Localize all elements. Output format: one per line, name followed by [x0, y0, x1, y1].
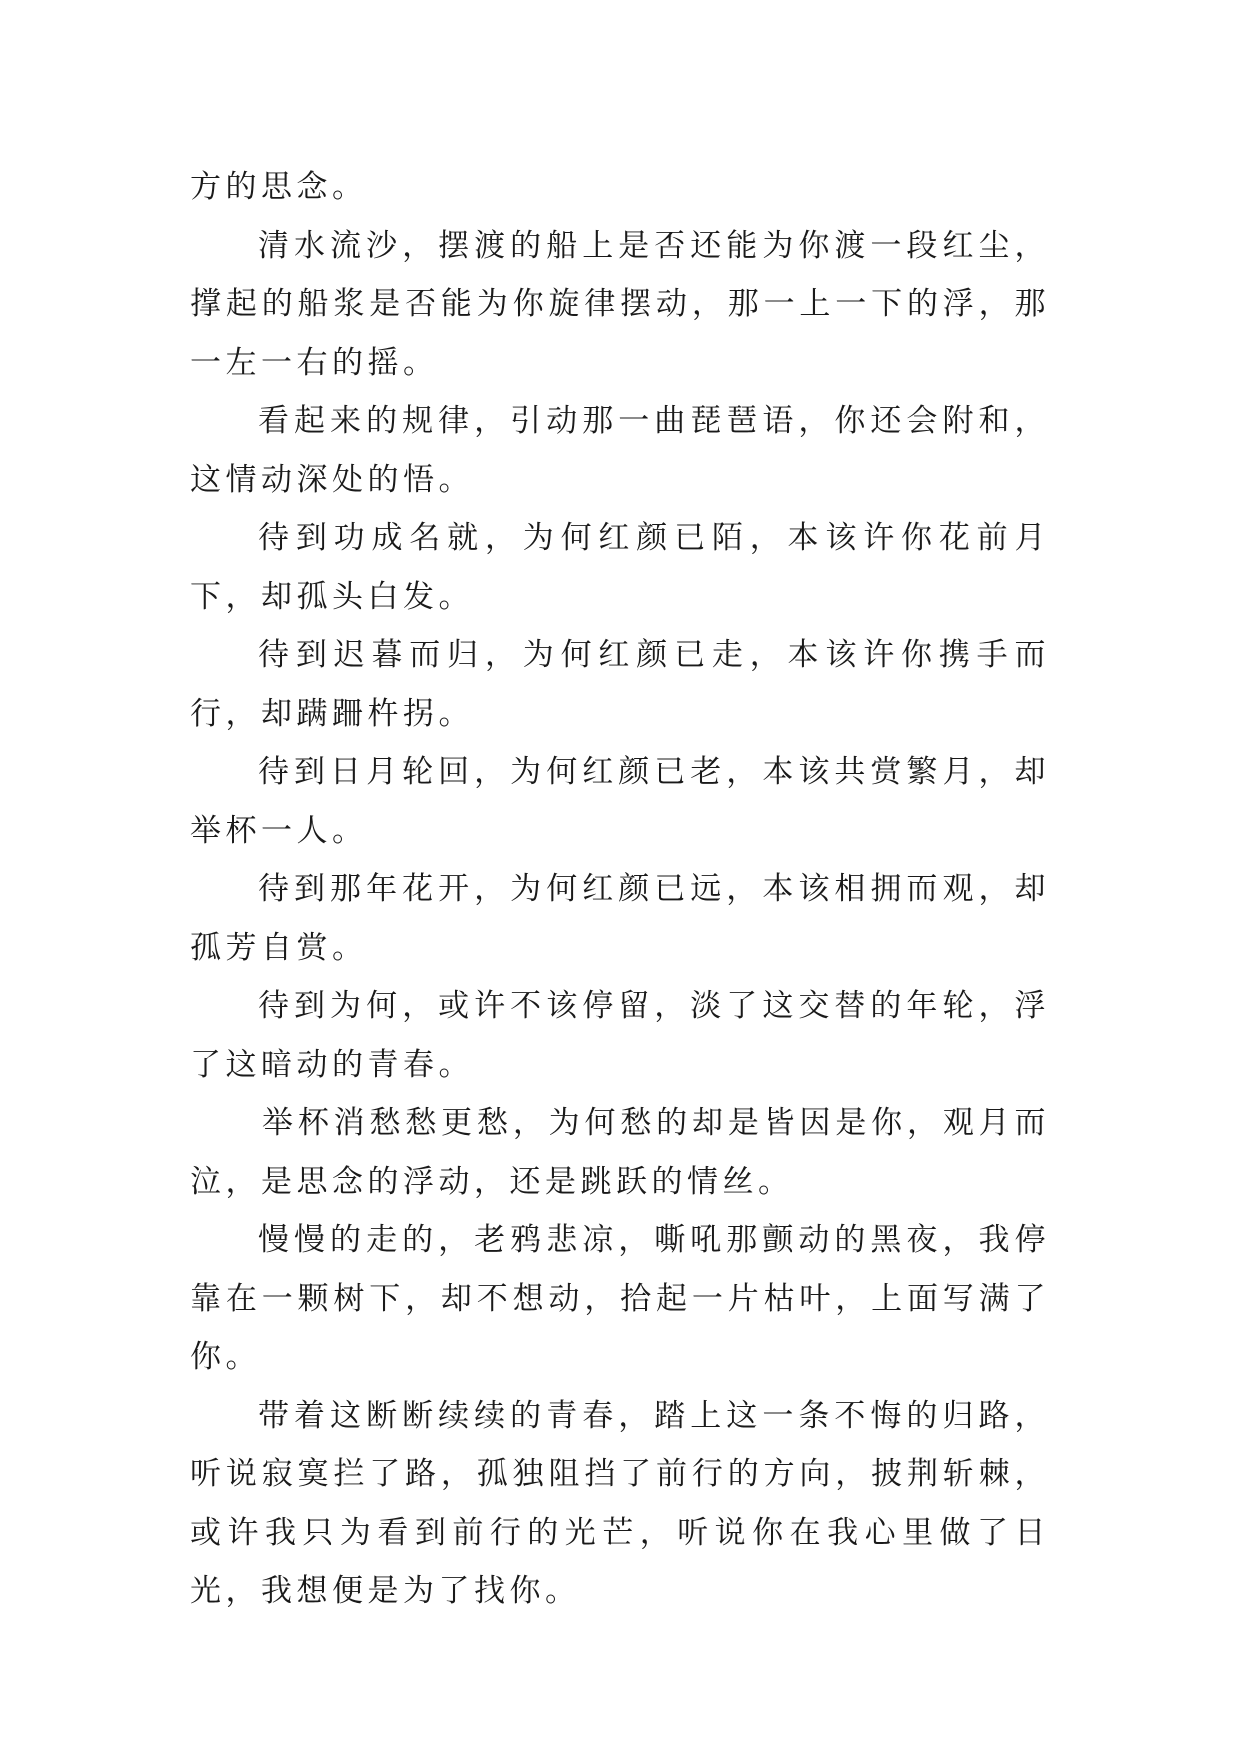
paragraph-5: 待到迟暮而归，为何红颜已走，本该许你携手而行，却蹒跚杵拐。: [190, 637, 1050, 732]
paragraph-9: 举杯消愁愁更愁，为何愁的却是皆因是你，观月而泣，是思念的浮动，还是跳跃的情丝。: [190, 1105, 1050, 1200]
paragraph-2: 清水流沙，摆渡的船上是否还能为你渡一段红尘，撑起的船浆是否能为你旋律摆动，那一上一下的浮，那一左一右的摇。: [190, 227, 1050, 381]
paragraph-7: 待到那年花开，为何红颜已远，本该相拥而观，却孤芳自赏。: [190, 871, 1050, 966]
paragraph-1: 方的思念。: [190, 169, 368, 205]
document-body: [190, 158, 1050, 1621]
paragraph-6: 待到日月轮回，为何红颜已老，本该共赏繁月，却举杯一人。: [190, 754, 1050, 849]
paragraph-4: 待到功成名就，为何红颜已陌，本该许你花前月下，却孤头白发。: [190, 520, 1050, 615]
paragraph-8: 待到为何，或许不该停留，淡了这交替的年轮，浮了这暗动的青春。: [190, 988, 1050, 1083]
paragraph-10: 慢慢的走的，老鸦悲凉，嘶吼那颤动的黑夜，我停靠在一颗树下，却不想动，拾起一片枯叶，上面写满了你。: [190, 1222, 1050, 1375]
paragraph-11: 带着这断断续续的青春，踏上这一条不悔的归路，听说寂寞拦了路，孤独阻挡了前行的方向，披荆斩棘，或许我只为看到前行的光芒，听说你在我心里做了日光，我想便是为了找你。: [190, 1397, 1050, 1609]
paragraph-3: 看起来的规律，引动那一曲琵琶语，你还会附和，这情动深处的悟。: [190, 403, 1050, 498]
